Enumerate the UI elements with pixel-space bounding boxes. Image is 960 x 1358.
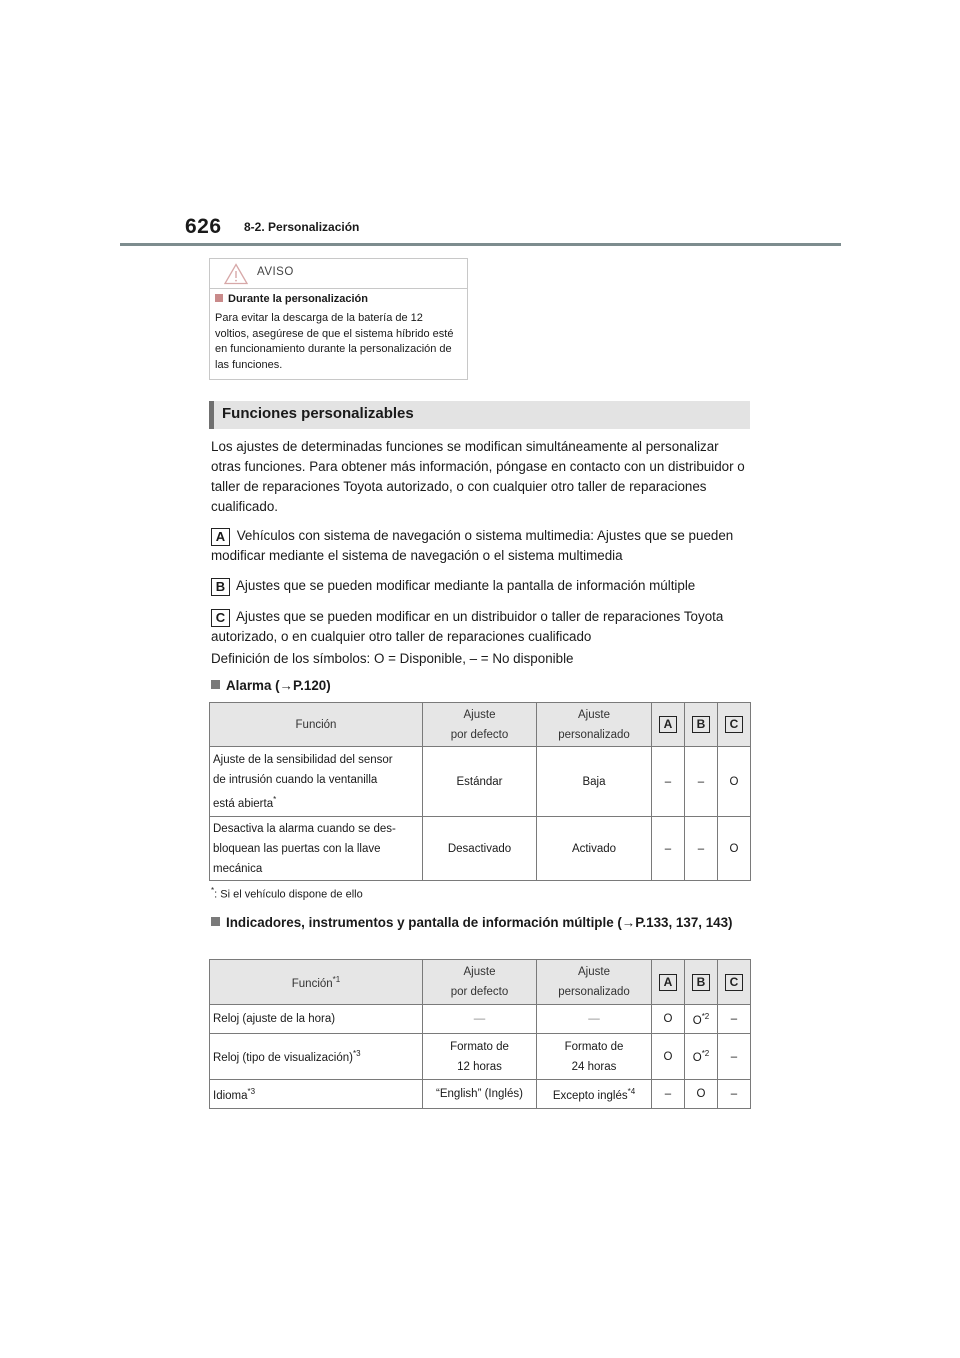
warning-triangle-icon bbox=[224, 263, 248, 285]
col-default: Ajuste por defecto bbox=[423, 960, 537, 1005]
alarm-footnote: *: Si el vehículo dispone de ello bbox=[211, 886, 363, 901]
warning-subheading: Durante la personalización bbox=[215, 293, 368, 305]
row-default: “English” (Inglés) bbox=[423, 1080, 537, 1109]
letter-box-a: A bbox=[211, 528, 230, 546]
item-a: A Vehículos con sistema de navegación o sistema multimedia: Ajustes que se pueden modificar mediante el sistema de navegación o el sistema multimedia bbox=[211, 528, 734, 563]
row-custom: — bbox=[537, 1005, 652, 1034]
row-custom: Excepto inglés$^{*4}$ bbox=[537, 1080, 652, 1109]
section-label: 8-2. Personalización bbox=[244, 220, 360, 234]
alarm-heading: Alarma (→P.120) bbox=[211, 676, 751, 696]
intro-paragraph: Los ajustes de determinadas funciones se modifican simultáneamente al personalizar otras funciones. Para obtener más información, póngase en contacto con un distribuidor o taller de reparaciones Toyota autorizado, o con cualquier otro taller de reparaciones cualificado. bbox=[211, 439, 745, 514]
square-bullet-icon bbox=[211, 917, 220, 926]
row-default: Estándar bbox=[423, 747, 537, 817]
square-bullet-icon bbox=[211, 680, 220, 689]
table-header-row bbox=[210, 703, 751, 747]
table-row bbox=[210, 1005, 751, 1034]
col-c: C bbox=[718, 703, 751, 747]
row-b: – bbox=[685, 817, 718, 881]
col-function: Función$^{*1}$ bbox=[210, 960, 423, 1005]
row-b: O bbox=[685, 1080, 718, 1109]
col-c: C bbox=[718, 960, 751, 1005]
warning-box bbox=[209, 258, 468, 380]
col-b: B bbox=[685, 960, 718, 1005]
item-c: C Ajustes que se pueden modificar en un distribuidor o taller de reparaciones Toyota autorizado, o en cualquier otro taller de reparaciones cualificado bbox=[211, 609, 724, 644]
table-row bbox=[210, 747, 751, 817]
letter-box-c: C bbox=[211, 609, 230, 627]
section-title: Funciones personalizables bbox=[222, 405, 414, 422]
section-heading bbox=[209, 401, 750, 429]
row-function: Idioma$^{*3}$ bbox=[210, 1080, 423, 1109]
col-b: B bbox=[685, 703, 718, 747]
indicators-table bbox=[209, 959, 751, 1109]
symbol-definitions: Definición de los símbolos: O = Disponible, – = No disponible bbox=[211, 651, 574, 666]
row-c: O bbox=[718, 817, 751, 881]
row-b: $O^{*2}$ bbox=[685, 1005, 718, 1034]
col-a: A bbox=[652, 960, 685, 1005]
page-number: 626 bbox=[185, 215, 222, 238]
table-row bbox=[210, 817, 751, 881]
col-a: A bbox=[652, 703, 685, 747]
square-bullet-icon bbox=[215, 294, 223, 302]
row-c: – bbox=[718, 1034, 751, 1080]
row-default: Desactivado bbox=[423, 817, 537, 881]
heading-accent bbox=[209, 401, 214, 429]
row-custom: Activado bbox=[537, 817, 652, 881]
row-a: – bbox=[652, 1080, 685, 1109]
row-custom: Formato de 24 horas bbox=[537, 1034, 652, 1080]
warning-header bbox=[210, 259, 467, 289]
row-c: – bbox=[718, 1005, 751, 1034]
row-b: – bbox=[685, 747, 718, 817]
row-default: — bbox=[423, 1005, 537, 1034]
row-function: Reloj (ajuste de la hora) bbox=[210, 1005, 423, 1034]
indicators-heading: Indicadores, instrumentos y pantalla de información múltiple (→P.133, 137, 143) bbox=[211, 913, 756, 933]
letter-box-b: B bbox=[211, 578, 230, 596]
alarm-table bbox=[209, 702, 751, 881]
row-a: O bbox=[652, 1034, 685, 1080]
warning-body: Para evitar la descarga de la batería de 12 voltios, asegúrese de que el sistema híbrido esté en funcionamiento durante la personalización de las funciones. bbox=[215, 312, 454, 371]
row-a: – bbox=[652, 817, 685, 881]
table-header-row bbox=[210, 960, 751, 1005]
table-row bbox=[210, 1080, 751, 1109]
col-function: Función bbox=[210, 703, 423, 747]
item-b: B Ajustes que se pueden modificar mediante la pantalla de información múltiple bbox=[211, 576, 751, 596]
row-function: Desactiva la alarma cuando se des- bloquean las puertas con la llave mecánica bbox=[210, 817, 423, 881]
row-c: – bbox=[718, 1080, 751, 1109]
row-function: Reloj (tipo de visualización)$^{*3}$ bbox=[210, 1034, 423, 1080]
warning-title: AVISO bbox=[257, 266, 294, 278]
row-a: – bbox=[652, 747, 685, 817]
col-default: Ajuste por defecto bbox=[423, 703, 537, 747]
row-a: O bbox=[652, 1005, 685, 1034]
col-custom: Ajuste personalizado bbox=[537, 703, 652, 747]
row-c: O bbox=[718, 747, 751, 817]
row-b: $O^{*2}$ bbox=[685, 1034, 718, 1080]
col-custom: Ajuste personalizado bbox=[537, 960, 652, 1005]
header-rule bbox=[120, 243, 841, 246]
row-custom: Baja bbox=[537, 747, 652, 817]
row-function: Ajuste de la sensibilidad del sensor de intrusión cuando la ventanilla está abierta* bbox=[210, 747, 423, 817]
table-row bbox=[210, 1034, 751, 1080]
row-default: Formato de 12 horas bbox=[423, 1034, 537, 1080]
